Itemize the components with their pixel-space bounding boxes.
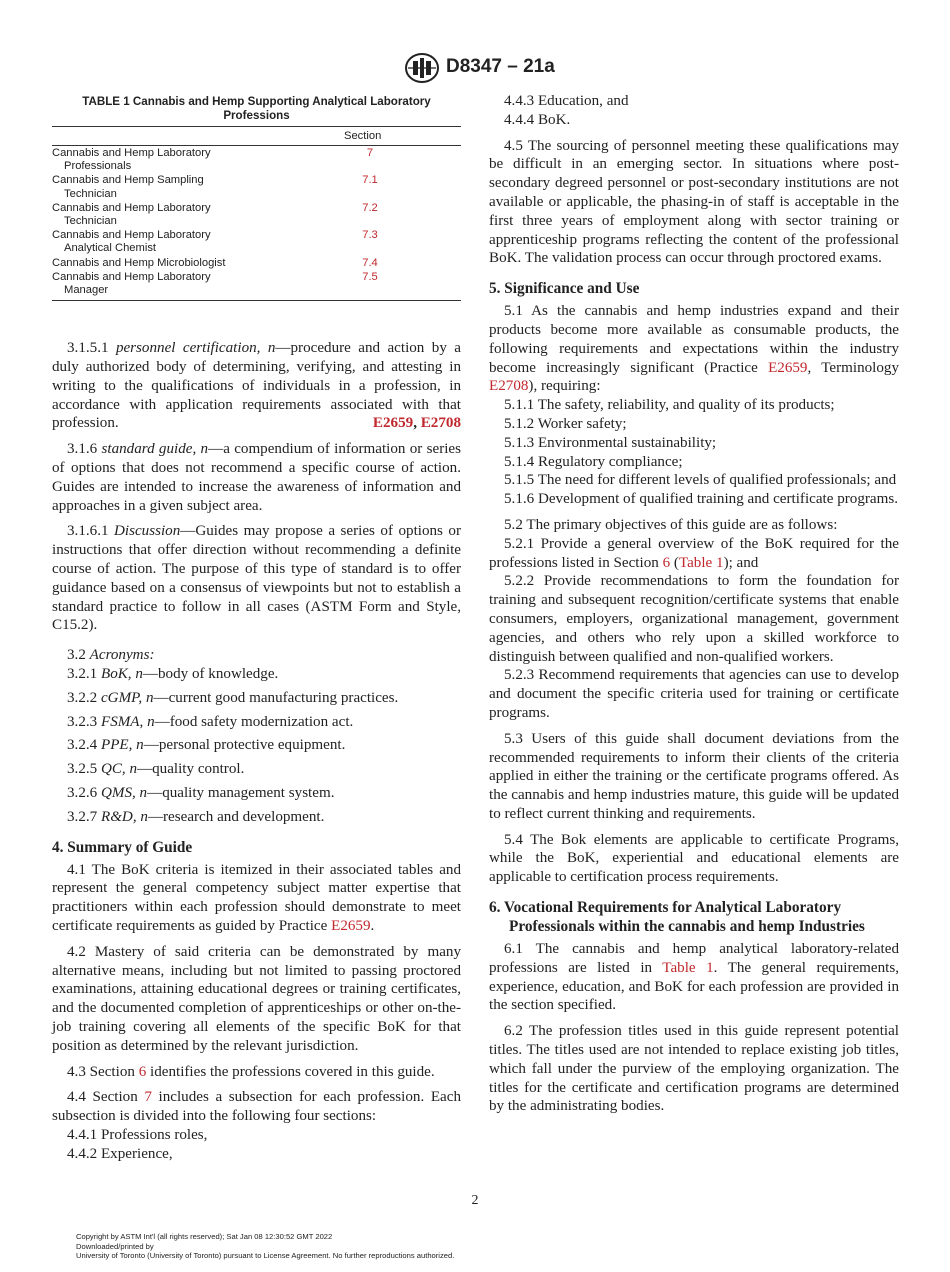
reference-link[interactable]: E2708 <box>489 378 529 395</box>
section-link[interactable]: 7.1 <box>362 174 378 187</box>
table-title: TABLE 1 Cannabis and Hemp Supporting Analytical Laboratory Professions <box>82 95 431 122</box>
paragraph-5-2-2: 5.2.2 Provide recommendations to form the foundation for training and subsequent recognition/certificate systems that enable consumers, employers, organizational management, government agencies, and others who rely upon a skilled workforce to distinguish between qualified and non-qualified workers. <box>489 573 899 665</box>
acronym-item: 3.2.6 QMS, n—quality management system. <box>67 784 335 801</box>
paragraph-5-1-5: 5.1.5 The need for different levels of qualified professionals; and <box>504 472 897 489</box>
column-header-section: Section <box>344 130 382 142</box>
paragraph-6-2: 6.2 The profession titles used in this guide represent potential titles. The titles used are not intended to replace existing job titles, which fall under the purview of the employing organization. The titles for the certificate and certification programs are determined by the administrating bodies. <box>489 1023 899 1115</box>
paragraph-5-2-3: 5.2.3 Recommend requirements that agencies can use to develop and document the specific criteria used for training or certificate programs. <box>489 667 899 721</box>
table-rule <box>52 145 461 146</box>
paragraph-4-4-3: 4.4.3 Education, and <box>504 93 629 109</box>
table-row: Cannabis and Hemp Laboratory Analytical Chemist 7.3 <box>52 229 461 255</box>
table-row: Cannabis and Hemp Sampling Technician 7.1 <box>52 174 461 200</box>
right-column <box>489 92 899 1116</box>
paragraph-4-2: 4.2 Mastery of said criteria can be demonstrated by many alternative means, including but not limited to passing proctored examinations, attaining educational degrees or training certificates, and the documented completion of apprenticeships or other on-the-job training covering all elements of the specific BoK for that position as determined by the relevant jurisdiction. <box>52 943 461 1054</box>
copyright-footer: Copyright by ASTM Int'l (all rights reserved); Sat Jan 08 12:30:52 GMT 2022 Downloaded/printed by University of Toronto (University of Toronto) pursuant to License Agreement. No further reproductions authorized. <box>76 1232 455 1261</box>
section-link[interactable]: 7.4 <box>362 256 378 269</box>
page-number: 2 <box>471 1193 479 1208</box>
table-body <box>52 147 461 297</box>
acronym-item: 3.2.4 PPE, n—personal protective equipment. <box>67 737 346 754</box>
acronym-item: 3.2.3 FSMA, n—food safety modernization act. <box>67 713 354 730</box>
acronym-item: 3.2.2 cGMP, n—current good manufacturing practices. <box>67 689 399 706</box>
section-link[interactable]: 7 <box>144 1089 152 1106</box>
paragraph-6-1: 6.1 The cannabis and hemp analytical laboratory-related professions are listed in Table 1. The general requirements, experience, education, and BoK for each profession are provided in the section specified. <box>489 941 900 1014</box>
paragraph-5-2: 5.2 The primary objectives of this guide are as follows: <box>504 516 838 533</box>
paragraph-5-1-4: 5.1.4 Regulatory compliance; <box>504 453 683 470</box>
section-heading-6: 6. Vocational Requirements for Analytical Laboratory <box>489 899 842 917</box>
paragraph-5-1-2: 5.1.2 Worker safety; <box>504 415 627 432</box>
paragraph-3-1-6-1: 3.1.6.1 Discussion—Guides may propose a series of options or instructions that offer direction without recommending a definite course of action. The purpose of this type of standard is to offer guidance based on a consensus of viewpoints but not to establish a standard practice to follow in all cases (ASTM Form and Style, C15.2). <box>52 523 461 634</box>
table-header <box>52 127 461 145</box>
acronym-item: 3.2.5 QC, n—quality control. <box>67 761 245 778</box>
paragraph-4-4-4: 4.4.4 BoK. <box>504 111 571 128</box>
paragraph-5-4: 5.4 The Bok elements are applicable to certificate Programs, while the BoK, experiential and educational elements are applicable to certification process requirements. <box>489 831 899 886</box>
paragraph-3-1-5-1: 3.1.5.1 personnel certification, n—procedure and action by a duly authorized body of determining, verifying, and attesting in writing to the qualifications of individuals in a profession, in accordance with application requirements associated with that profession. E2659, E2708 <box>52 340 461 432</box>
section-link[interactable]: 7 <box>366 147 374 159</box>
section-link[interactable]: 7.2 <box>362 201 378 214</box>
table-row: Cannabis and Hemp Microbiologist 7.4 <box>52 257 461 270</box>
table-1 <box>52 95 461 301</box>
table-link[interactable]: Table 1 <box>678 554 724 571</box>
table-row: Cannabis and Hemp Laboratory Professionals 7 <box>52 147 461 173</box>
paragraph-5-1-1: 5.1.1 The safety, reliability, and quality of its products; <box>504 397 835 414</box>
paragraph-3-2: 3.2 Acronyms: <box>67 647 155 664</box>
paragraph-5-1-3: 5.1.3 Environmental sustainability; <box>504 434 717 451</box>
reference-link[interactable]: E2659 <box>331 917 371 934</box>
page-header <box>0 52 950 86</box>
section-heading-5: 5. Significance and Use <box>489 280 640 298</box>
paragraph-3-1-6: 3.1.6 standard guide, n—a compendium of information or series of options that does not recommend a specific course of action. Guides are intended to increase the awareness of information and approaches in a given subject area. <box>52 441 461 514</box>
section-link[interactable]: 7.3 <box>362 229 378 242</box>
acronym-item: 3.2.1 BoK, n—body of knowledge. <box>67 665 279 682</box>
section-heading-4: 4. Summary of Guide <box>52 838 193 856</box>
section-heading-6-continued: Professionals within the cannabis and hemp Industries <box>509 918 865 936</box>
paragraph-4-1: 4.1 The BoK criteria is itemized in their associated tables and represent the general competency subject matter expertise that practitioners within each profession should demonstrate to meet certificate requirements as guided by Practice E2659. <box>52 861 461 934</box>
paragraph-5-1: 5.1 As the cannabis and hemp industries expand and their products become more available as consumable products, the following requirements and expectations within the industry become increasingly significant (Practice E2659, Terminology E2708), requiring: <box>489 303 899 395</box>
reference-link[interactable]: E2659 <box>768 359 808 376</box>
reference-link[interactable]: E2708 <box>420 415 461 432</box>
paragraph-4-4: 4.4 Section 7 includes a subsection for each profession. Each subsection is divided into the following four sections: <box>52 1089 461 1125</box>
document-designation: D8347 – 21a <box>446 56 555 77</box>
paragraph-4-5: 4.5 The sourcing of personnel meeting these qualifications may be difficult in an emerging sector. In situations where post-secondary degreed personnel or post-secondary institutions are not available or applicable, the phasing-in of staff is acceptable in the first three years of employment along with sector training or apprenticeship programs reflecting the content of the professional BoK. The validation process can occur through proctored exams. <box>489 137 899 267</box>
table-row: Cannabis and Hemp Laboratory Manager 7.5 <box>52 271 461 297</box>
acronym-item: 3.2.7 R&D, n—research and development. <box>67 808 325 825</box>
paragraph-5-1-6: 5.1.6 Development of qualified training and certificate programs. <box>504 491 898 508</box>
table-row: Cannabis and Hemp Laboratory Technician 7.2 <box>52 202 461 228</box>
table-link[interactable]: Table 1 <box>662 959 714 976</box>
section-link[interactable]: 6 <box>138 1063 147 1080</box>
paragraph-5-3: 5.3 Users of this guide shall document deviations from the recommended requirements to inform their clients of the criteria applied in either the training or the certificate programs offered. As the cannabis and hemp industries mature, this guide will be updated to reflect current thinking and requirements. <box>489 730 899 822</box>
section-link[interactable]: 7.5 <box>362 270 378 283</box>
reference-link[interactable]: E2659 <box>372 415 414 432</box>
paragraph-5-2-1: 5.2.1 Provide a general overview of the BoK required for the professions listed in Section 6 (Table 1); and <box>489 535 899 571</box>
section-link[interactable]: 6 <box>662 554 671 571</box>
paragraph-4-3: 4.3 Section 6 identifies the professions covered in this guide. <box>67 1063 435 1080</box>
paragraph-4-4-1: 4.4.1 Professions roles, <box>67 1126 208 1143</box>
left-column <box>52 92 461 1164</box>
astm-logo-icon <box>404 52 440 84</box>
paragraph-4-4-2: 4.4.2 Experience, <box>67 1145 173 1162</box>
